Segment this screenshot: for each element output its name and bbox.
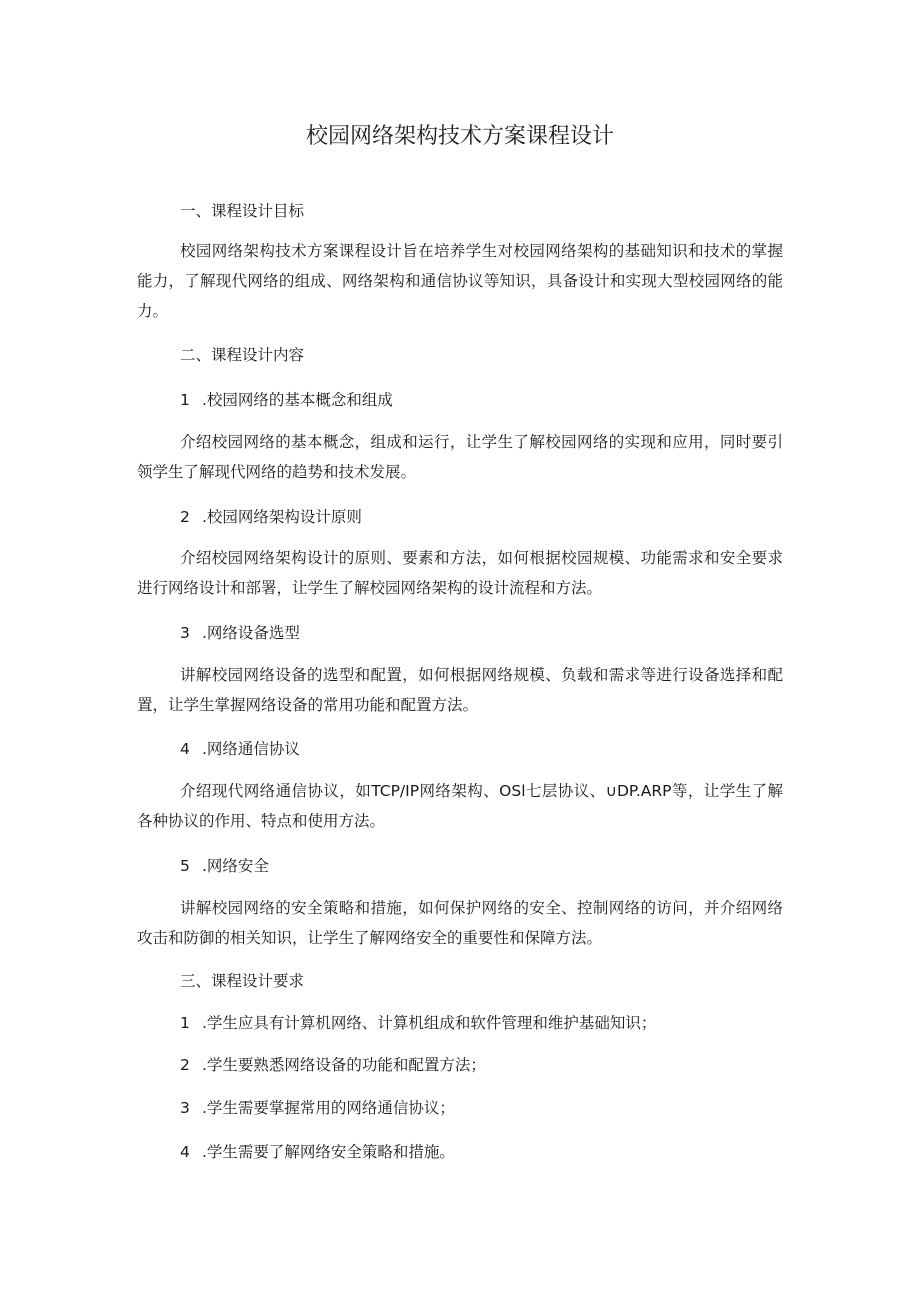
item-number: 4 [180, 1143, 190, 1161]
requirement-item-3 [137, 1093, 826, 1123]
item-label: .学生要熟悉网络设备的功能和配置方法； [202, 1056, 486, 1074]
content-item-1 [137, 385, 826, 415]
item-number: 4 [180, 740, 190, 758]
requirement-item-1 [137, 1008, 826, 1038]
item-number: 2 [180, 508, 190, 526]
item-number: 3 [180, 624, 190, 642]
requirement-item-4 [137, 1137, 826, 1167]
content-item-1-paragraph: 介绍校园网络的基本概念，组成和运行，让学生了解校园网络的实现和应用，同时要引领学生了解现代网络的趋势和技术发展。 [137, 433, 783, 481]
item-number: 2 [180, 1056, 190, 1074]
document-title: 校园网络架构技术方案课程设计 [305, 124, 614, 149]
item-label: .学生需要掌握常用的网络通信协议； [202, 1099, 455, 1117]
section-1-paragraph: 校园网络架构技术方案课程设计旨在培养学生对校园网络架构的基础知识和技术的掌握能力，了解现代网络的组成、网络架构和通信协议等知识，具备设计和实现大型校园网络的能力。 [137, 242, 783, 320]
content-item-2-paragraph: 介绍校园网络架构设计的原则、要素和方法，如何根据校园规模、功能需求和安全要求进行网络设计和部署，让学生了解校园网络架构的设计流程和方法。 [137, 549, 783, 597]
requirement-item-2 [137, 1050, 826, 1080]
item-number: 3 [180, 1099, 190, 1117]
section-3-heading: 三、课程设计要求 [180, 972, 305, 990]
content-item-3-paragraph: 讲解校园网络设备的选型和配置，如何根据网络规模、负载和需求等进行设备选择和配置，让学生掌握网络设备的常用功能和配置方法。 [137, 666, 783, 714]
item-number: 1 [180, 391, 190, 409]
item-label: .学生需要了解网络安全策略和措施。 [202, 1143, 455, 1161]
content-item-4-paragraph: 介绍现代网络通信协议，如TCP/IP网络架构、OSl七层协议、∪DP.ARP等，让学生了解各种协议的作用、特点和使用方法。 [137, 782, 783, 830]
item-number: 5 [180, 857, 190, 875]
section-1-heading: 一、课程设计目标 [180, 202, 305, 220]
item-label: .校园网络的基本概念和组成 [202, 391, 393, 409]
item-label: .学生应具有计算机网络、计算机组成和软件管理和维护基础知识； [202, 1014, 657, 1032]
item-label: .网络安全 [202, 857, 269, 875]
content-item-4 [137, 734, 826, 764]
section-2-heading: 二、课程设计内容 [180, 346, 305, 364]
content-item-5 [137, 851, 826, 881]
content-item-2 [137, 502, 826, 532]
item-label: .网络设备选型 [202, 624, 300, 642]
content-item-3 [137, 618, 826, 648]
content-item-5-paragraph: 讲解校园网络的安全策略和措施，如何保护网络的安全、控制网络的访问，并介绍网络攻击和防御的相关知识，让学生了解网络安全的重要性和保障方法。 [137, 899, 783, 947]
item-label: .校园网络架构设计原则 [202, 508, 362, 526]
item-number: 1 [180, 1014, 190, 1032]
item-label: .网络通信协议 [202, 740, 300, 758]
